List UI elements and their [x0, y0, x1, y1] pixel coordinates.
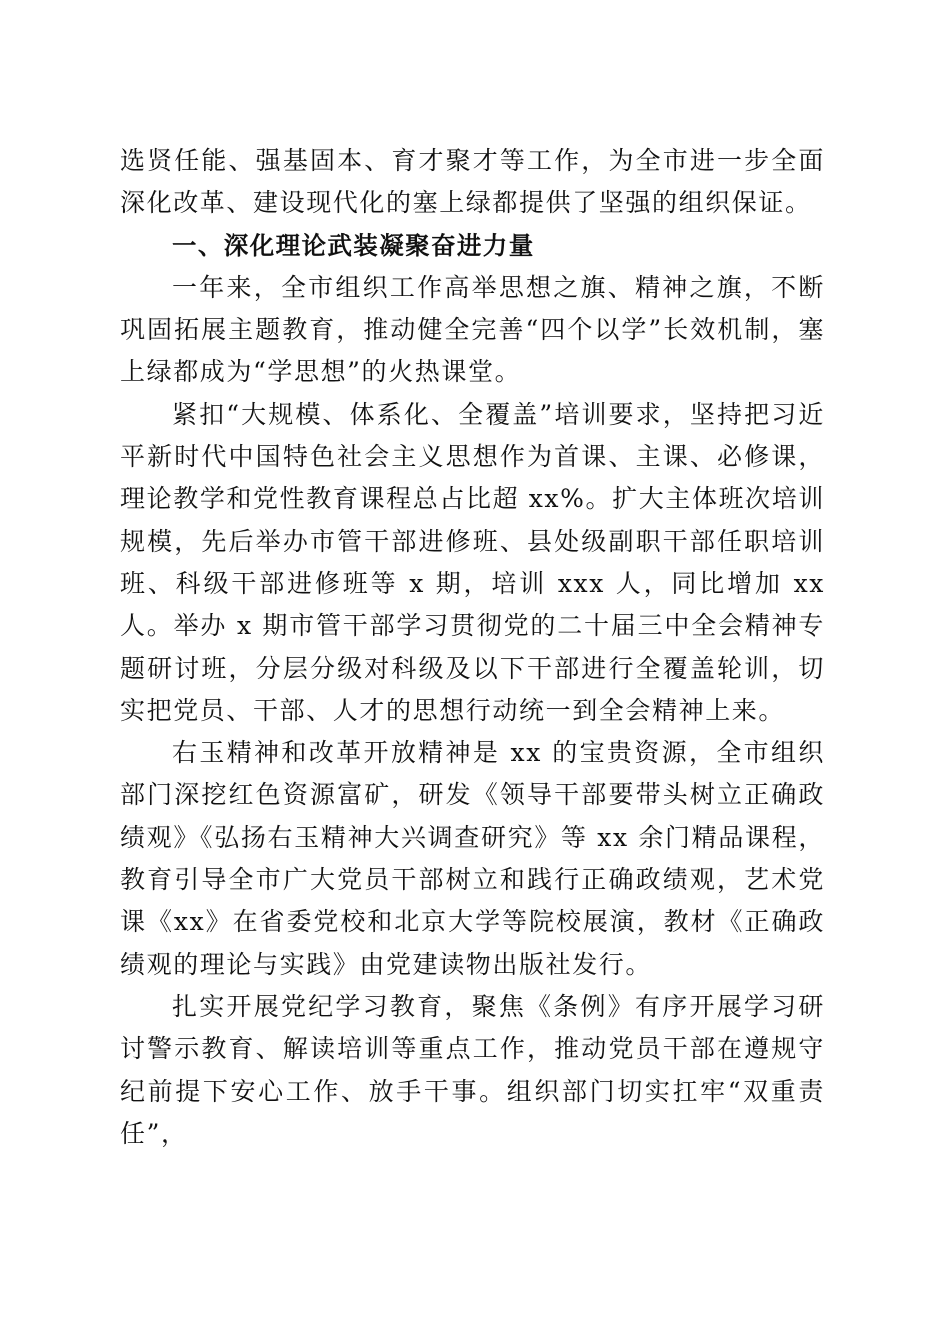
paragraph-continued: 选贤任能、强基固本、育才聚才等工作，为全市进一步全面深化改革、建设现代化的塞上绿都提供了坚强的组织保证。 [120, 146, 825, 218]
paragraph-discipline: 扎实开展党纪学习教育，聚焦《条例》有序开展学习研讨警示教育、解读培训等重点工作，推动党员干部在遵规守纪前提下安心工作、放手干事。组织部门切实扛牢“双重责任”， [120, 991, 825, 1148]
document-body [120, 140, 825, 1155]
section-heading: 一、深化理论武装凝聚奋进力量 [172, 230, 535, 260]
paragraph-training: 紧扣“大规模、体系化、全覆盖”培训要求，坚持把习近平新时代中国特色社会主义思想作为首课、主课、必修课，理论教学和党性教育课程总占比超 xx%。扩大主体班次培训规模，先后举办市管干部进修班、县处级副职干部任职培训班、科级干部进修班等 x 期，培训 xxx 人，同比增加 xx 人。举办 x 期市管干部学习贯彻党的二十届三中全会精神专题研讨班，分层分级对科级及以下干部进行全覆盖轮训，切实把党员、干部、人才的思想行动统一到全会精神上来。 [120, 399, 825, 725]
paragraph-youyu-spirit: 右玉精神和改革开放精神是 xx 的宝贵资源，全市组织部门深挖红色资源富矿，研发《领导干部要带头树立正确政绩观》《弘扬右玉精神大兴调查研究》等 xx 余门精品课程，教育引导全市广大党员干部树立和践行正确政绩观，艺术党课《xx》在省委党校和北京大学等院校展演，教材《正确政绩观的理论与实践》由党建读物出版社发行。 [120, 738, 825, 979]
paragraph-intro: 一年来，全市组织工作高举思想之旗、精神之旗，不断巩固拓展主题教育，推动健全完善“四个以学”长效机制，塞上绿都成为“学思想”的火热课堂。 [120, 272, 825, 387]
